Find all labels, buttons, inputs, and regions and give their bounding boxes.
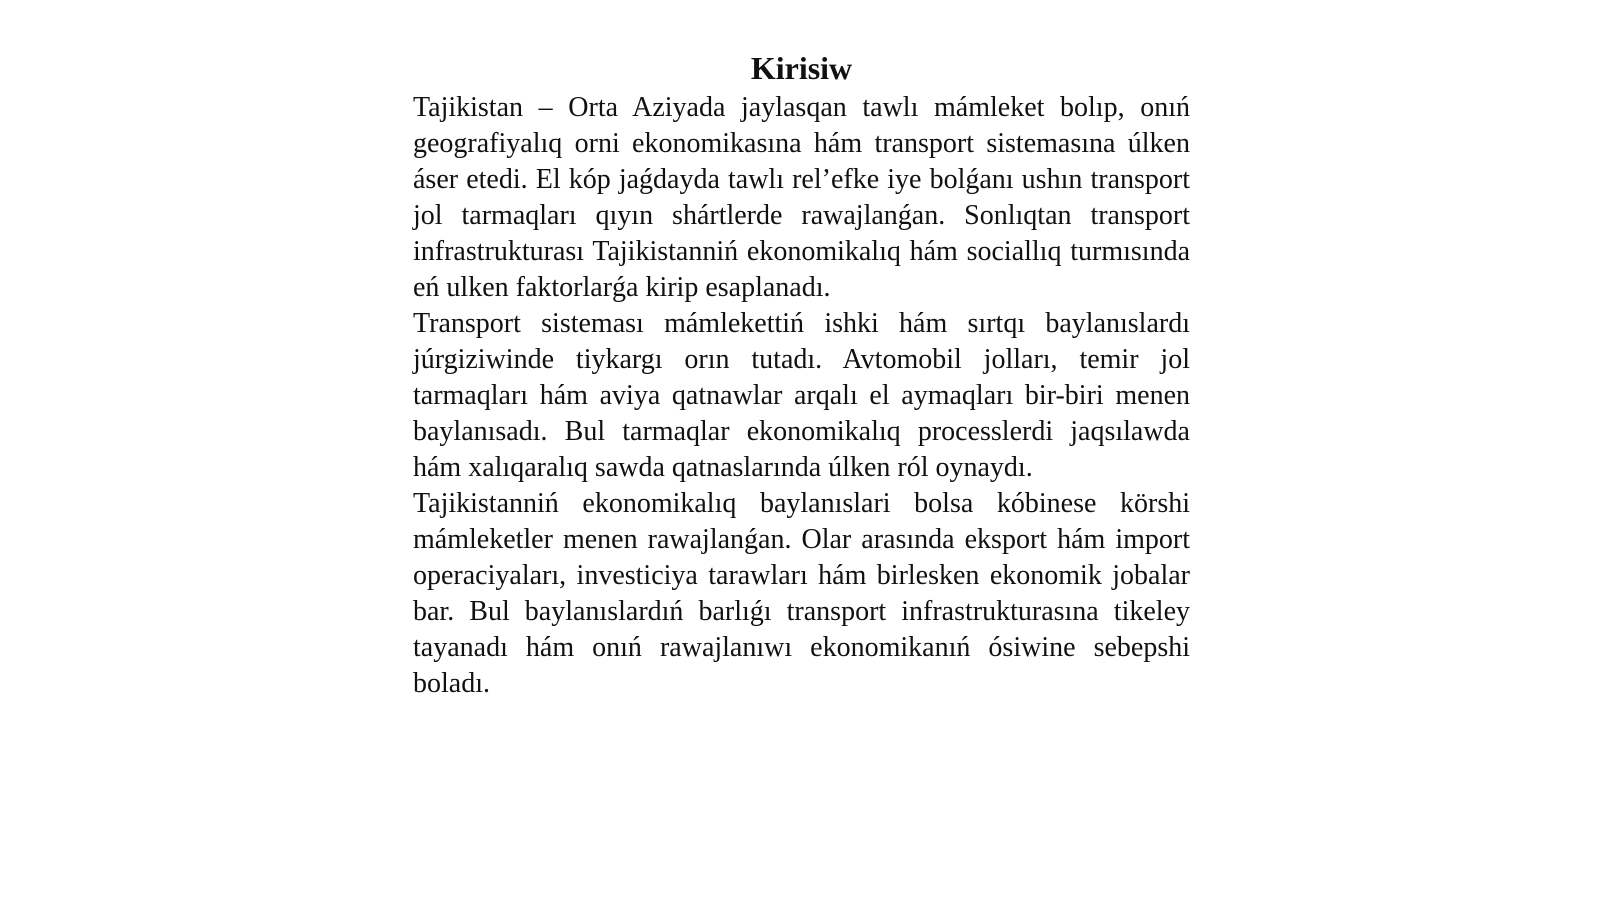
page-title: Kirisiw — [750, 50, 853, 86]
paragraph-1: Tajikistan – Orta Aziyada jaylasqan tawlı mámleket bolıp, onıń geografiyalıq orni ekonomikasına hám transport sistemasına úlken áser etedi. El kóp jaǵdayda tawlı rel’efke iye bolǵanı ushın transport jol tarmaqları qıyın shártlerde rawajlanǵan. Sonlıqtan transport infrastrukturası Tajikistanniń ekonomikalıq hám sociallıq turmısında eń ulken faktorlarǵa kirip esaplanadı. — [413, 92, 1190, 303]
paragraph-3: Tajikistanniń ekonomikalıq baylanıslari bolsa kóbinese körshi mámleketler menen rawajlanǵan. Olar arasında eksport hám import operaciyaları, investiciya tarawları hám birlesken ekonomik jobalar bar. Bul baylanıslardıń barlıǵı transport infrastrukturasına tikeley tayanadı hám onıń rawajlanıwı ekonomikanıń ósiwine sebepshi boladı. — [413, 488, 1190, 699]
document-body — [413, 50, 1190, 702]
paragraph-2: Transport sisteması mámlekettiń ishki hám sırtqı baylanıslardı júrgiziwinde tiykargı orın tutadı. Avtomobil jolları, temir jol tarmaqları hám aviya qatnawlar arqalı el aymaqları bir-biri menen baylanısadı. Bul tarmaqlar ekonomikalıq processlerdi jaqsılawda hám xalıqaralıq sawda qatnaslarında úlken ról oynaydı. — [413, 308, 1190, 483]
